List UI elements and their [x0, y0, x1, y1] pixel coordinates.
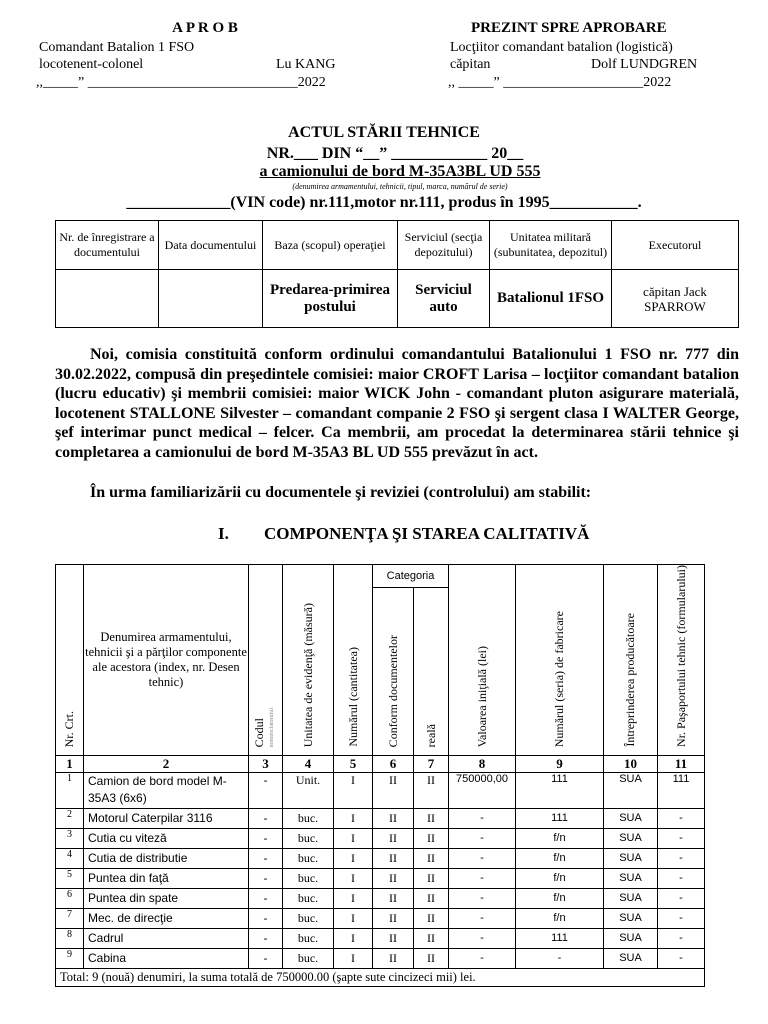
comp-cell-cat-doc: II: [373, 928, 414, 948]
comp-cell-qty: I: [334, 828, 373, 848]
col-number: 6: [373, 755, 414, 772]
comp-col-cat-real: reală: [414, 588, 449, 756]
comp-col-name: Denumirea armamentului, tehnicii şi a părţilor componente ale acestora (index, nr. Desen tehnic): [84, 565, 249, 756]
comp-cell-name: Cabina: [84, 948, 249, 968]
comp-cell-cat-real: II: [414, 828, 449, 848]
comp-cell-value: -: [449, 808, 516, 828]
table-row: [56, 888, 705, 908]
comp-cell-name: Cadrul: [84, 928, 249, 948]
comp-cell-nr: 3: [56, 828, 84, 848]
comp-cell-cat-doc: II: [373, 808, 414, 828]
comp-cell-passport: 111: [658, 772, 705, 808]
comp-cell-serial: f/n: [516, 868, 604, 888]
comp-cell-name: Mec. de direcţie: [84, 908, 249, 928]
present-name: Dolf LUNDGREN: [591, 57, 698, 72]
comp-cell-code: -: [249, 948, 283, 968]
comp-cell-cat-real: II: [414, 772, 449, 808]
comp-cell-cat-real: II: [414, 808, 449, 828]
comp-cell-code: -: [249, 828, 283, 848]
comp-cell-cat-doc: II: [373, 868, 414, 888]
comp-cell-serial: f/n: [516, 888, 604, 908]
comp-cell-unit: Unit.: [283, 772, 334, 808]
comp-col-serial: Numărul (seria) de fabricare: [516, 565, 604, 756]
comp-cell-value: 750000,00: [449, 772, 516, 808]
comp-cell-serial: 111: [516, 808, 604, 828]
comp-cell-value: -: [449, 948, 516, 968]
vin-line: _____________(VIN code) nr.111,motor nr.111, produs în 1995___________.: [126, 194, 642, 211]
doc-cell-basis: Predarea-primirea postului: [263, 270, 398, 328]
col-number: 4: [283, 755, 334, 772]
col-number: 1: [56, 755, 84, 772]
document-table-row: [56, 270, 739, 328]
comp-cell-nr: 4: [56, 848, 84, 868]
findings-paragraph: În urma familiarizării cu documentele şi reviziei (controlului) am stabilit:: [90, 484, 592, 501]
comp-cell-serial: 111: [516, 928, 604, 948]
table-row: [56, 828, 705, 848]
comp-cell-passport: -: [658, 868, 705, 888]
comp-cell-unit: buc.: [283, 868, 334, 888]
comp-cell-maker: SUA: [604, 828, 658, 848]
comp-cell-name: Puntea din spate: [84, 888, 249, 908]
comp-total-row: [56, 968, 705, 986]
approve-rank: locotenent-colonel: [39, 57, 144, 72]
comp-cell-passport: -: [658, 928, 705, 948]
comp-cell-qty: I: [334, 888, 373, 908]
act-number-line: NR.___ DIN “__” ____________ 20__: [266, 145, 524, 162]
comp-cell-unit: buc.: [283, 848, 334, 868]
doc-cell-unit: Batalionul 1FSO: [490, 270, 612, 328]
comp-cell-code: -: [249, 772, 283, 808]
comp-cell-qty: I: [334, 928, 373, 948]
comp-cell-serial: f/n: [516, 908, 604, 928]
comp-cell-value: -: [449, 928, 516, 948]
comp-cell-code: -: [249, 848, 283, 868]
comp-cell-cat-real: II: [414, 848, 449, 868]
present-rank: căpitan: [450, 57, 491, 72]
committee-paragraph: Noi, comisia constituită conform ordinului comandantului Batalionului 1 FSO nr. 777 din 30.02.2022, compusă din preşedintele comisiei: maior CROFT Larisa – locţiitor comandant batalion (lucru educativ) şi membrii comisiei: maior WICK John - comandant pluton asigurare materială, locotenent STALLONE Silvester – comandant companie 2 FSO şi sergent clasa I WALTER George, şef interimar punct medical – felcer. Ca membrii, am procedat la determinarea stării tehnice şi completarea a camionului de bord M-35A3 BL UD 555 prevăzut în act.: [55, 346, 739, 461]
comp-col-category: Categoria: [373, 565, 449, 588]
comp-cell-qty: I: [334, 808, 373, 828]
comp-col-unit: Unitatea de evidenţă (măsură): [283, 565, 334, 756]
comp-cell-value: -: [449, 848, 516, 868]
comp-cell-qty: I: [334, 868, 373, 888]
col-number: 3: [249, 755, 283, 772]
comp-cell-nr: 5: [56, 868, 84, 888]
table-row: [56, 808, 705, 828]
comp-cell-unit: buc.: [283, 928, 334, 948]
doc-cell-reg-number: [56, 270, 159, 328]
comp-cell-unit: buc.: [283, 888, 334, 908]
doc-cell-executor: căpitan Jack SPARROW: [612, 270, 739, 328]
table-row: [56, 948, 705, 968]
comp-cell-cat-real: II: [414, 928, 449, 948]
comp-cell-unit: buc.: [283, 808, 334, 828]
document-table: [55, 220, 739, 328]
act-title: ACTUL STĂRII TEHNICE: [288, 124, 480, 141]
comp-cell-code: -: [249, 808, 283, 828]
comp-cell-maker: SUA: [604, 772, 658, 808]
comp-cell-passport: -: [658, 948, 705, 968]
comp-cell-code: -: [249, 908, 283, 928]
comp-cell-qty: I: [334, 948, 373, 968]
comp-cell-passport: -: [658, 828, 705, 848]
comp-cell-qty: I: [334, 848, 373, 868]
table-row: [56, 772, 705, 808]
comp-column-numbers: [56, 755, 705, 772]
doc-col-reg-number: Nr. de înregistrare a documentului: [56, 221, 159, 270]
doc-cell-service: Serviciul auto: [398, 270, 490, 328]
comp-cell-value: -: [449, 908, 516, 928]
comp-cell-cat-doc: II: [373, 888, 414, 908]
comp-cell-qty: I: [334, 908, 373, 928]
comp-cell-cat-doc: II: [373, 772, 414, 808]
approve-role: Comandant Batalion 1 FSO: [39, 40, 195, 55]
section-number: I.: [218, 524, 229, 543]
approve-name: Lu KANG: [276, 57, 336, 72]
composition-table: [55, 564, 705, 987]
comp-cell-value: -: [449, 868, 516, 888]
col-number: 8: [449, 755, 516, 772]
comp-cell-maker: SUA: [604, 808, 658, 828]
comp-col-passport: Nr. Paşaportului tehnic (formularului): [658, 565, 705, 756]
comp-cell-nr: 9: [56, 948, 84, 968]
comp-cell-code: -: [249, 888, 283, 908]
doc-col-basis: Baza (scopul) operaţiei: [263, 221, 398, 270]
comp-cell-maker: SUA: [604, 948, 658, 968]
col-number: 10: [604, 755, 658, 772]
comp-cell-unit: buc.: [283, 908, 334, 928]
comp-cell-serial: -: [516, 948, 604, 968]
comp-cell-value: -: [449, 828, 516, 848]
col-number: 5: [334, 755, 373, 772]
comp-cell-serial: f/n: [516, 848, 604, 868]
comp-total: Total: 9 (nouă) denumiri, la suma totală de 750000.00 (şapte sute cincizeci mii) lei.: [56, 968, 705, 986]
comp-cell-qty: I: [334, 772, 373, 808]
comp-cell-code: -: [249, 868, 283, 888]
comp-cell-name: Camion de bord model M-35A3 (6x6): [84, 772, 249, 808]
col-number: 7: [414, 755, 449, 772]
comp-col-cat-doc: Conform documentelor: [373, 588, 414, 756]
table-row: [56, 868, 705, 888]
comp-col-value: Valoarea iniţială (lei): [449, 565, 516, 756]
document-table-header: [56, 221, 739, 270]
present-date-line: ,, _____” ____________________2022: [448, 75, 672, 90]
comp-cell-nr: 8: [56, 928, 84, 948]
comp-col-qty: Numărul (cantitatea): [334, 565, 373, 756]
col-number: 2: [84, 755, 249, 772]
comp-col-maker: Întreprinderea producătoare: [604, 565, 658, 756]
table-row: [56, 908, 705, 928]
table-row: [56, 848, 705, 868]
present-title: PREZINT SPRE APROBARE: [471, 20, 667, 36]
comp-cell-cat-real: II: [414, 888, 449, 908]
comp-cell-maker: SUA: [604, 888, 658, 908]
comp-cell-cat-doc: II: [373, 848, 414, 868]
approve-date-line: ,,_____” ______________________________2022: [36, 75, 326, 90]
comp-cell-maker: SUA: [604, 848, 658, 868]
comp-cell-maker: SUA: [604, 868, 658, 888]
present-role: Locţiitor comandant batalion (logistică): [450, 40, 673, 55]
comp-cell-name: Motorul Caterpilar 3116: [84, 808, 249, 828]
comp-cell-cat-real: II: [414, 868, 449, 888]
comp-cell-unit: buc.: [283, 828, 334, 848]
act-subject: a camionului de bord M-35A3BL UD 555: [259, 163, 541, 180]
comp-cell-name: Cutia cu viteză: [84, 828, 249, 848]
comp-cell-passport: -: [658, 908, 705, 928]
comp-cell-maker: SUA: [604, 928, 658, 948]
comp-cell-maker: SUA: [604, 908, 658, 928]
comp-header-row-1: [56, 565, 705, 588]
comp-table-body: [56, 772, 705, 968]
comp-cell-name: Puntea din faţă: [84, 868, 249, 888]
approve-title: A P R O B: [172, 20, 238, 36]
comp-cell-passport: -: [658, 808, 705, 828]
col-number: 9: [516, 755, 604, 772]
comp-cell-cat-doc: II: [373, 908, 414, 928]
comp-cell-cat-doc: II: [373, 948, 414, 968]
comp-cell-cat-doc: II: [373, 828, 414, 848]
comp-cell-nr: 6: [56, 888, 84, 908]
comp-cell-cat-real: II: [414, 948, 449, 968]
doc-cell-date: [159, 270, 263, 328]
comp-cell-name: Cutia de distributie: [84, 848, 249, 868]
section-title: COMPONENŢA ŞI STAREA CALITATIVĂ: [264, 524, 590, 543]
comp-cell-nr: 1: [56, 772, 84, 808]
comp-cell-serial: f/n: [516, 828, 604, 848]
comp-col-code: Codul nomenclatorului: [249, 565, 283, 756]
comp-cell-value: -: [449, 888, 516, 908]
comp-cell-nr: 2: [56, 808, 84, 828]
doc-col-service: Serviciul (secţia depozitului): [398, 221, 490, 270]
table-row: [56, 928, 705, 948]
comp-col-code-note: nomenclatorului: [268, 707, 275, 747]
comp-cell-serial: 111: [516, 772, 604, 808]
act-subject-note: (denumirea armamentului, tehnicii, tipul, marca, numărul de serie): [292, 182, 508, 191]
comp-cell-unit: buc.: [283, 948, 334, 968]
doc-col-unit: Unitatea militară (subunitatea, depozitul): [490, 221, 612, 270]
col-number: 11: [658, 755, 705, 772]
doc-col-executor: Executorul: [612, 221, 739, 270]
comp-cell-passport: -: [658, 848, 705, 868]
comp-col-nr: Nr. Crt.: [56, 565, 84, 756]
comp-cell-passport: -: [658, 888, 705, 908]
doc-col-date: Data documentului: [159, 221, 263, 270]
comp-cell-cat-real: II: [414, 908, 449, 928]
comp-cell-nr: 7: [56, 908, 84, 928]
comp-cell-code: -: [249, 928, 283, 948]
